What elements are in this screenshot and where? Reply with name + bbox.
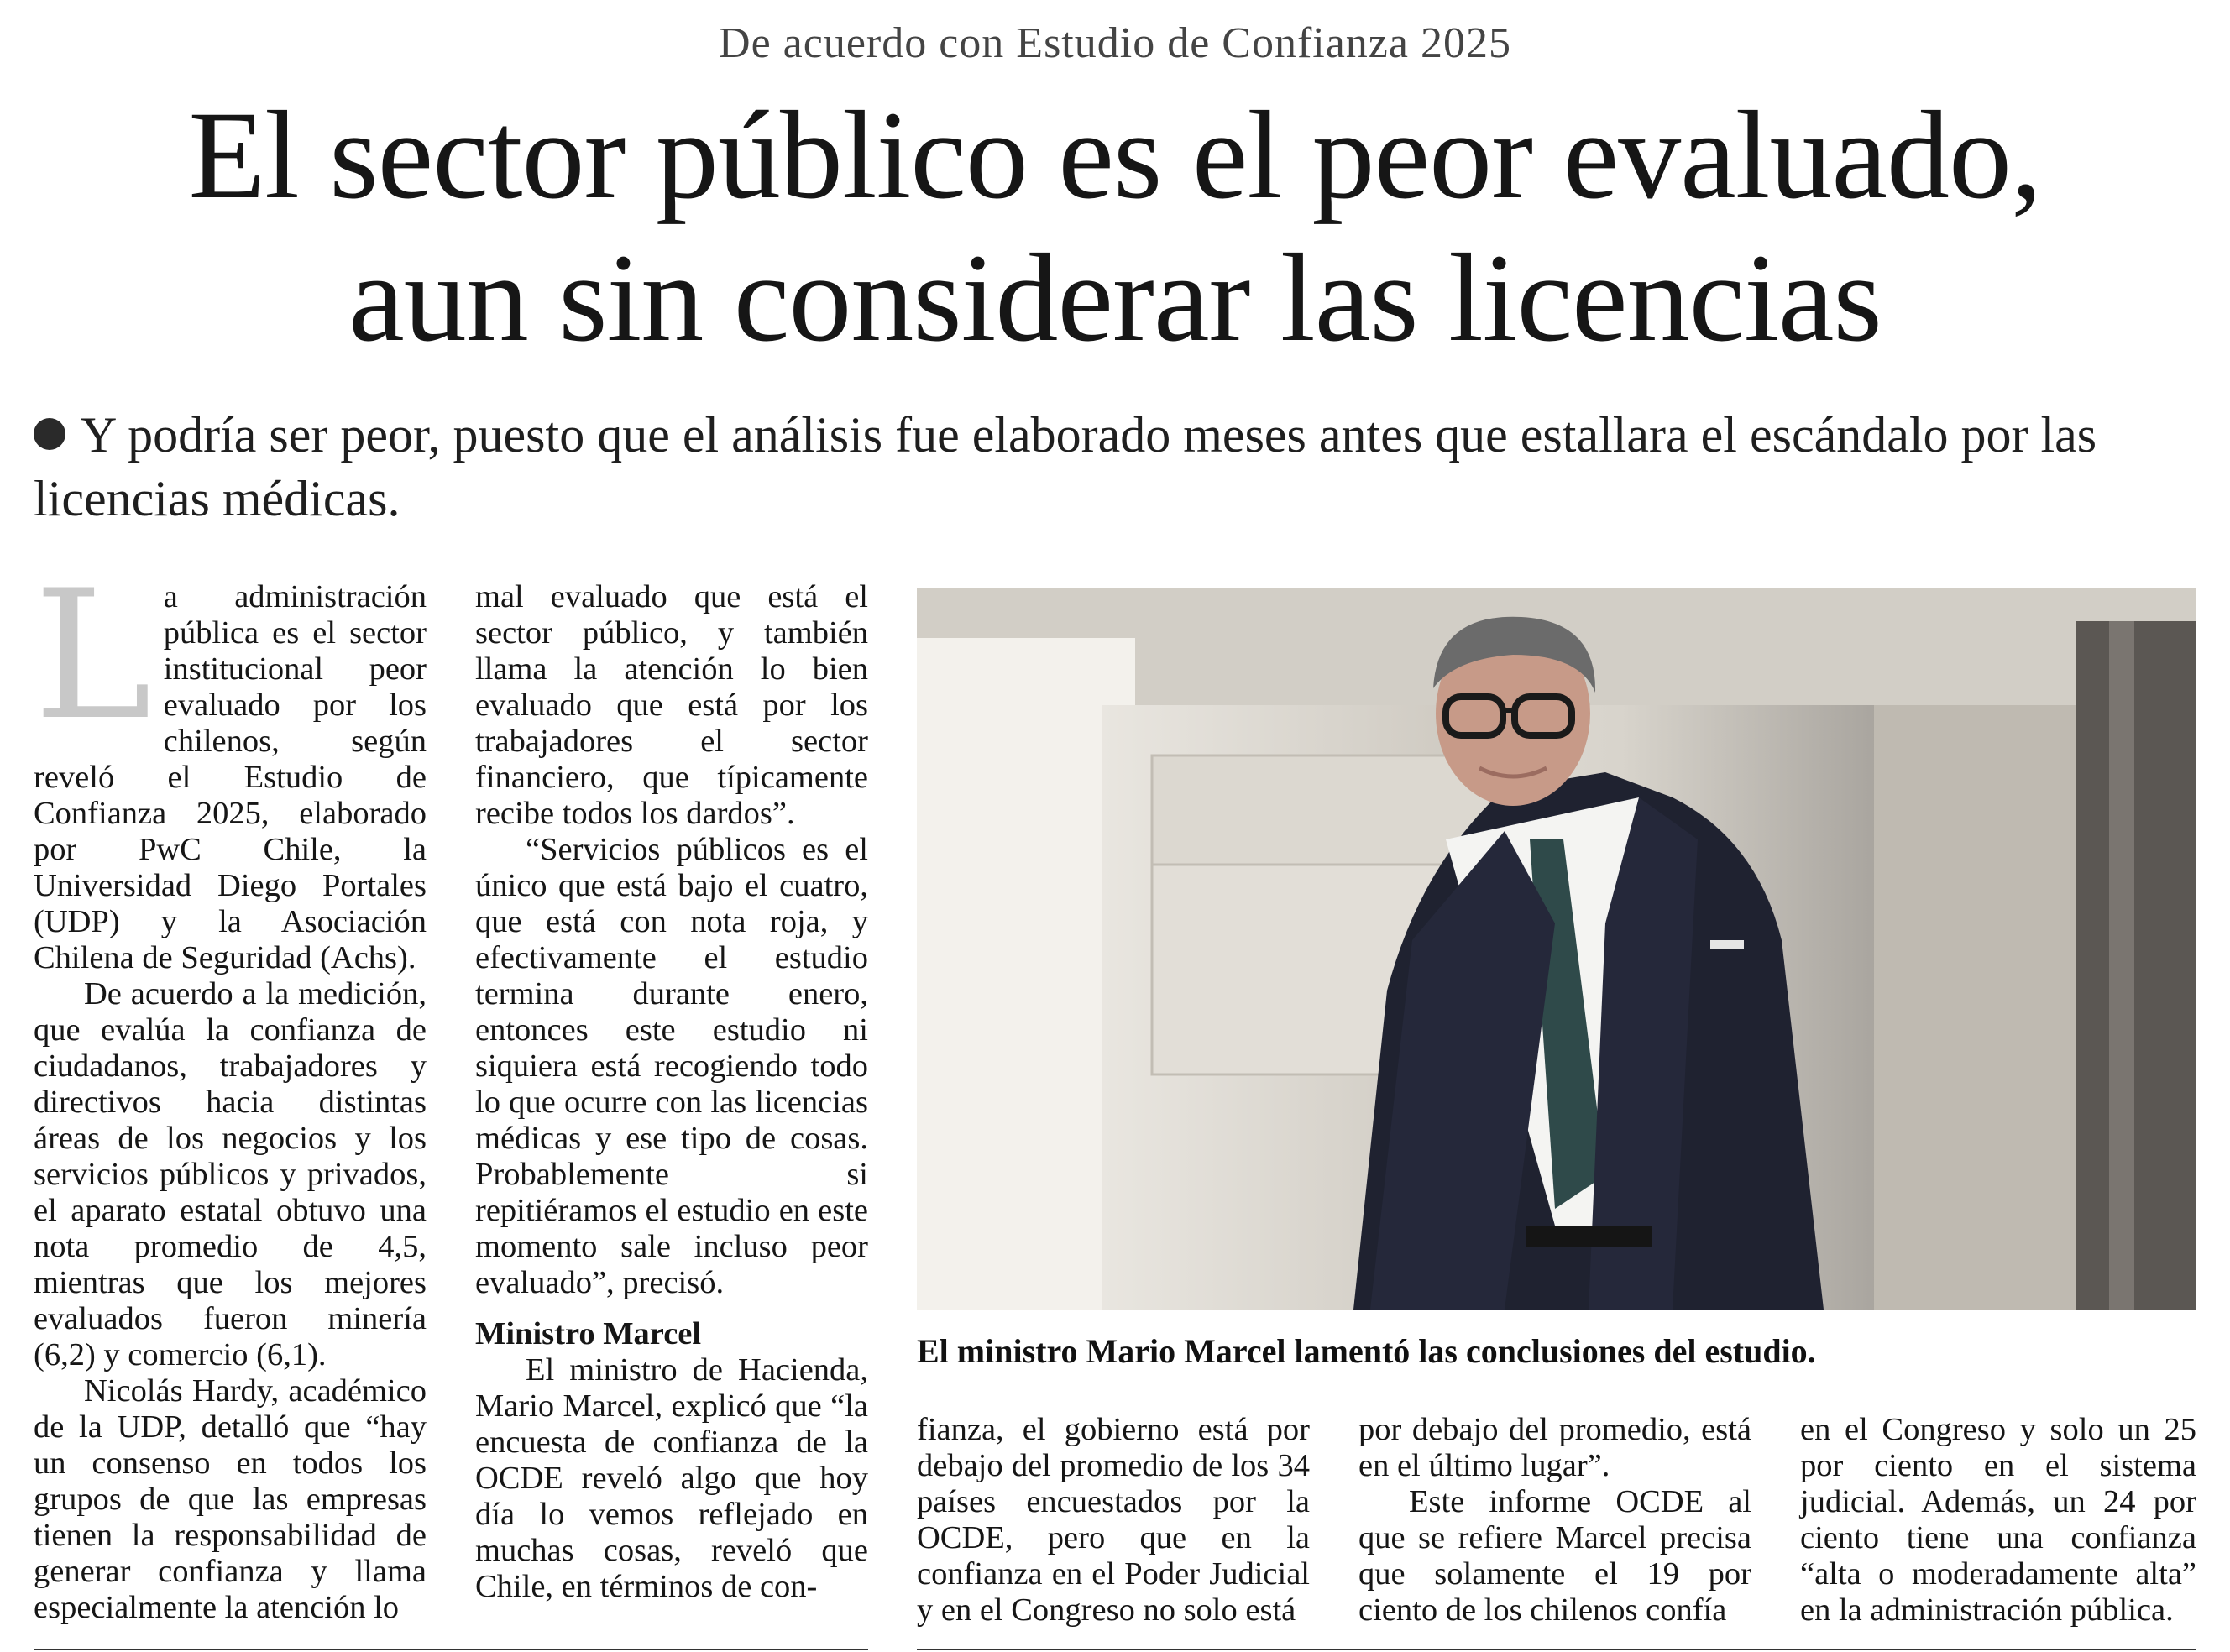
paragraph-text: a administración pública es el sector institucional peor evaluado por los chilenos, según reveló el Estudio de Confianza 2025, elaborado por PwC Chile, la Universidad Diego Portales (UDP) y la Asociación Chilena de Seguridad (Achs). [34, 579, 427, 975]
article-column-5 [1800, 1412, 2196, 1628]
article-column-4 [1358, 1412, 1751, 1628]
paragraph: De acuerdo a la medición, que evalúa la confianza de ciudadanos, trabajadores y directivos hacia distintas áreas de los negocios y los servicios públicos y privados, el aparato estatal obtuvo una nota promedio de 4,5, mientras que los mejores evaluados fueron minería (6,2) y comercio (6,1). [34, 976, 427, 1372]
kicker: De acuerdo con Estudio de Confianza 2025 [719, 19, 1511, 67]
article-column-2 [475, 579, 868, 1605]
bullet-icon [34, 418, 65, 450]
deck-text: Y podría ser peor, puesto que el análisis fue elaborado meses antes que estallara el escándalo por las licencias médicas. [34, 407, 2097, 526]
photo-minister [917, 588, 2196, 1310]
article-column-1 [34, 552, 427, 1626]
paragraph: mal evaluado que está el sector público, y también llama la atención lo bien evaluado que está por los trabajadores el sector financiero, que típicamente recibe todos los dardos”. [475, 579, 868, 831]
paragraph: Este informe OCDE al que se refiere Marcel precisa que solamente el 19 por ciento de los chilenos confía [1358, 1484, 1751, 1628]
headline [17, 84, 2213, 369]
headline-line-2: aun sin considerar las licencias [348, 228, 1882, 368]
article-column-3 [917, 1412, 1310, 1628]
paragraph: en el Congreso y solo un 25 por ciento en el sistema judicial. Además, un 24 por ciento tiene una confianza “alta o moderadamente alta” en la administración pública. [1800, 1412, 2196, 1628]
bottom-rule-left [34, 1649, 868, 1650]
headline-line-1: El sector público es el peor evaluado, [188, 86, 2042, 225]
bottom-rule-right [917, 1649, 2196, 1650]
paragraph: fianza, el gobierno está por debajo del promedio de los 34 países encuestados por la OCDE, pero que en la confianza en el Poder Judicial y en el Congreso no solo está [917, 1412, 1310, 1628]
paragraph: por debajo del promedio, está en el último lugar”. [1358, 1412, 1751, 1483]
photo-illustration [917, 588, 2196, 1310]
paragraph [34, 552, 427, 976]
subhead: Ministro Marcel [475, 1316, 702, 1351]
paragraph: El ministro de Hacienda, Mario Marcel, explicó que “la encuesta de confianza de la OCDE reveló algo que hoy día lo vemos reflejado en muchas cosas, reveló que Chile, en términos de con- [475, 1352, 868, 1604]
paragraph: “Servicios públicos es el único que está bajo el cuatro, que está con nota roja, y efectivamente el estudio termina durante enero, entonces este estudio ni siquiera está recogiendo todo lo que ocurre con las licencias médicas y ese tipo de cosas. Probablemente si repitiéramos el estudio en este momento sale incluso peor evaluado”, precisó. [475, 832, 868, 1300]
deck [34, 403, 2183, 531]
drop-cap: L [34, 552, 152, 759]
paragraph: Nicolás Hardy, académico de la UDP, detalló que “hay un consenso en todos los grupos de que las empresas tienen la responsabilidad de generar confianza y llama especialmente la atención lo [34, 1373, 427, 1625]
photo-caption: El ministro Mario Marcel lamentó las conclusiones del estudio. [917, 1332, 1816, 1370]
